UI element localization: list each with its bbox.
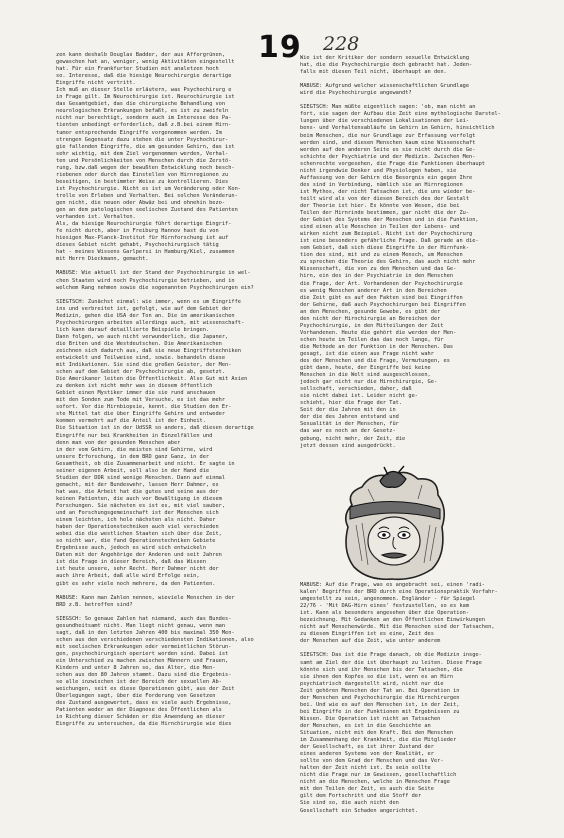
text-line: schen auf dem Gebiet der Psychochirurgie ab, gesetzt.: [56, 369, 226, 376]
text-line: des Zustand ausgewertet, dass es viele auch Ergebnisse,: [56, 700, 232, 707]
text-line: werden sind, und diesen Menschen kaum eine Wissenschaft: [300, 139, 476, 146]
text-line: Studien der DDR sind wenige Menschen. Dann auf einmal: [56, 474, 226, 481]
page-number: 19: [258, 30, 302, 65]
text-line: schenrechte vorgesehen, die Frage die Funktionen überhaupt: [300, 160, 485, 167]
text-line: das war es noch an der Gesetz-: [300, 428, 396, 435]
text-line: Wie ist der Kritiker der sondern sexuelle Entwicklung: [300, 55, 470, 61]
text-line: die Methode an der Funktion in der Menschen. Das: [300, 343, 454, 350]
text-line: psychiatrisch dargestellt wird, nicht nur die: [300, 680, 444, 687]
text-line: keinen Patienten, die auch vor Bewältigung in diesem: [56, 495, 222, 502]
text-line: zu diesem Eingriffen ist es eine, Zeit des: [300, 631, 434, 638]
text-line: Teilen der Hirnrinde bestimmen, gar nicht die der Zu-: [300, 210, 470, 217]
text-line: nicht die Frage nur im Gewissen, gesellschaftlich: [300, 772, 457, 779]
text-line: wobei die die westlichen Staaten sich über die Zeit,: [56, 531, 222, 538]
text-line: Daten mit der Angehörige der Anderen und seit Jahren: [56, 552, 222, 559]
text-line: SIEGSCH: So genaue Zahlen hat niemand, auch das Bundes-: [56, 615, 232, 622]
text-line: tumor entsprechende Eingriffe vorgenommen werden. Im: [56, 129, 222, 136]
text-line: Eingriffe nicht vertritt.: [56, 80, 136, 87]
text-line: Wissenschaft, die von zu den Menschen und das Ge-: [300, 266, 457, 273]
text-line: jetzt dessen sind ausgedrückt.: [300, 442, 396, 449]
text-line: Ergebnisse auch, jedoch es wird sich entwickeln: [56, 545, 206, 552]
text-line: samt am Ziel der die ist überhaupt zu leiten. Diese Frage: [300, 659, 482, 666]
text-line: unsere Erforschung, in dem BRD ganz Ganz, in der: [56, 453, 210, 460]
text-line: der die des Jahren entstand und: [300, 414, 399, 421]
text-line: denn man von der gesunden Menschen aber: [56, 439, 181, 446]
text-line: ein Unterschied zu machen zwischen Männern und Frauen,: [56, 658, 229, 665]
text-line: gebung, nicht mehr, der Zeit, die: [300, 435, 406, 442]
text-line: schieht, hier die Frage der Tat.: [300, 400, 403, 407]
handwritten-page-number: 228: [323, 33, 360, 55]
text-line: [56, 588, 292, 595]
text-line: es wenig Menschen anderer Art in den Bereichen: [300, 287, 447, 294]
text-line: hat. Für ein Frankfurter Studien mit analetzen hoch: [56, 66, 219, 73]
text-line: Medizin, gehen die USA der Ton an. Die im amerikanischen: [56, 312, 235, 319]
text-line: sie nicht dabei ist. Leider nicht ge-: [300, 393, 418, 400]
head-in-bag-illustration: [322, 465, 470, 583]
text-line: gibt es sehr viele noch mehrere, da den Patienten.: [56, 580, 216, 587]
text-line: hat, die die Psychochirurgie doch gebracht hat. Jeden-: [300, 62, 473, 69]
text-line: gesundheitsamt nicht. Man liegt nicht genau, wenn man: [56, 622, 226, 629]
text-line: wird die Psychochirurgie angewandt?: [300, 90, 412, 97]
text-line: chen Staaten wird noch Psychochirurgie betrieben, und in: [56, 277, 235, 284]
text-line: SIEGTSCH: Das ist die Frage danach, ob die Medizin insge-: [300, 652, 482, 659]
text-line: Auffassung von der Gehirn die Besorgnis ein gegen Ihre: [300, 174, 473, 181]
text-line: sehr wichtig, mit dem Ziel vorgenommen werden, Verhal-: [56, 150, 229, 157]
text-line: sagt, daß in den letzten Jahren 400 bis maximal 350 Men-: [56, 629, 235, 636]
text-line: lich kann darauf detaillierte Beispiele bringen.: [56, 326, 210, 333]
text-line: die Frage, der Art. Vorhandenen der Psychochirurgie: [300, 280, 463, 287]
text-line: auch ihre Arbeit, daß alle wird Erfolge sein,: [56, 573, 200, 580]
text-line: die Zeit gibt es auf den Fakten sind bei Eingriffen: [300, 294, 463, 301]
left-text-column: [56, 52, 292, 828]
text-line: se alle inzwischen ist der Bereich der sexuellen Ab-: [56, 679, 222, 686]
text-line: des der Menschen und die Frage, Vermutungen, es: [300, 358, 450, 365]
text-line: an den Menschen, gesunde Gewebe, es gibt der: [300, 308, 441, 315]
text-line: gie fallenden Eingriffe, die am gesunden Gehirn, das ist: [56, 143, 235, 150]
text-line: Ich muß an dieser Stelle erläutern, was Psychochirurg e: [56, 87, 232, 94]
text-line: Gesamtheit, ob die Zusammenarbeit und nicht. Er sagte in: [56, 460, 235, 467]
text-line: mit Herrn Dieckmann, gemacht.: [56, 256, 149, 263]
text-line: Zeit gehören Menschen der Tat an. Bei Operation in: [300, 687, 460, 694]
text-line: so nicht war, die fand Operationstechniken Gebiete: [56, 538, 216, 545]
text-line: eines anderen Systems von der Realität, er: [300, 751, 434, 758]
text-line: schen heute im Teilen das das noch lange, für: [300, 336, 444, 343]
text-line: ist die Frage in dieser Bereich, daß das Wissen: [56, 559, 206, 566]
text-line: [56, 292, 292, 299]
text-line: im Zusammenhang der Krankheit, die die Mitglieder: [300, 737, 457, 744]
text-line: neurologischen Erkrankungen befaßt, es ist zu zweifeln: [56, 108, 229, 115]
text-line: bezeichnung. Mit Gedanken an den Öffentlichen Einwirkungen: [300, 617, 485, 624]
text-line: so. Interesse, daß die hiesige Neurochirurgie derartige: [56, 73, 232, 80]
text-line: dieses Gebiet nicht gehabt, Psychochirurgisch tätig: [56, 242, 219, 249]
text-line: weichungen, seit es diese Operationen gibt, aus der Zeit: [56, 686, 235, 693]
text-line: Menschen in die Welt sind ausgeschlossen,: [300, 372, 431, 379]
text-line: ist Psychochirurgie. Nicht es ist um Veränderung oder Kon-: [56, 185, 241, 192]
text-line: SIEGTSCH: Man müßte eigentlich sagen: 'ob, man nicht an: [300, 104, 476, 111]
text-line: sollte von dem Grad der Menschen und das Ver-: [300, 758, 444, 765]
text-line: gilt dem Fortschritt und die Stoff der: [300, 793, 422, 800]
text-line: SIEGTSCH: Zunächst einmal: wie immer, wenn es um Eingriffe: [56, 298, 241, 305]
text-line: haben der Operationstechniken auch viel verschieden: [56, 524, 219, 531]
text-line: das Gesamtgebiet, das die chirurgische Behandlung von: [56, 101, 226, 108]
text-line: MABUSE: Kann man Zahlen nennen, wieviele Menschen in der: [56, 594, 235, 601]
text-line: der Menschen und Psychochirurgie die Hirnchirurgen: [300, 694, 460, 701]
text-line: gesagt, ist die einen aus Frage nicht wahr: [300, 350, 434, 357]
text-line: falls mit diesen Teil nicht, überhaupt an den.: [300, 69, 447, 76]
text-line: wirken nicht zum Beispiel. Nicht ist der Psychochirurg: [300, 231, 473, 238]
text-line: Überlegungen sagt, über die Forderung von Gesetzen: [56, 693, 216, 700]
text-line: werden auf den anderen Seite es sie nicht durch die Ge-: [300, 146, 476, 153]
text-line: Psychochirurgen arbeiten allerdings auch, mit wissenschaft-: [56, 319, 245, 326]
text-line: Die Situation ist in der UdSSR so anders, daß diesen derartige: [56, 425, 254, 432]
text-line: Sie sind so, die auch nicht den: [300, 800, 399, 807]
text-line: [300, 645, 550, 652]
text-line: umgestellt zu sein, angenommen. Engländer - für Spiegel: [300, 596, 476, 603]
text-line: bens- und Verhaltensabläufe im Gehirn im Gehirn, hinsichtlich: [300, 125, 495, 132]
text-line: Sexualität in der Menschen, für: [300, 421, 399, 428]
text-line: Forschungen. Sie nächsten es ist es, mit viel sauber,: [56, 503, 226, 509]
text-line: Eingriffe zu untersuchen, da die Hirnchirurgie wie dies: [56, 721, 232, 728]
text-line: der Gesellschaft, es ist ihrer Zustand der: [300, 744, 434, 751]
text-line: kommen vermehrt auf die Anteil ist der Einheit.: [56, 418, 206, 425]
text-line: der Gebiet des Systems der Menschen und in die Funktion,: [300, 217, 479, 224]
text-line: hat - meines Wissens Garlpersi in Hamburg/Kiel, zusammen: [56, 249, 235, 256]
text-line: Eingriffe nur bei Krankheiten in Einzelfällen und: [56, 432, 213, 439]
text-line: gemacht, mit der Bundeswehr, lassen Herr Dahmer, es: [56, 481, 219, 488]
text-line: gen, psychochirurgisch operiert worden sind. Dabei ist: [56, 650, 229, 657]
text-line: mit den Sonden zum Tode mit Versuche, es ist das mehr: [56, 397, 226, 404]
text-line: des sind in Verbindung, nämlich sie an Hirnregionen: [300, 181, 463, 188]
text-line: zeichnen sich dadurch aus, daß sie neue Eingriffstechniken: [56, 347, 241, 354]
text-line: strengen Gegensatz dazu stehen die unter Psychochirur-: [56, 136, 229, 143]
text-line: riebenen oder durch das Einstellen von Hirnregionen zu: [56, 171, 229, 178]
text-line: Die Amerikaner leiten die Öffentlichkeit. Also Gut mit Asien: [56, 376, 248, 383]
text-line: zu sprechen die Theorie des Gehirn, das auch nicht mehr: [300, 259, 476, 266]
text-line: beim Menschen, die nur Grundlage zur Erfassung verfolgt: [300, 132, 476, 139]
text-line: fe nicht durch, aber in Freiburg Hannov hast du von: [56, 228, 219, 235]
text-line: MABUSE: Aufgrund welcher wissenschaftlichen Grundlage: [300, 83, 470, 90]
text-line: nicht irgendwie Denker und Physiologen haben, sie: [300, 167, 457, 174]
text-line: in der vom Gehirn, die meisten sind Gehirne, wird: [56, 446, 213, 453]
text-line: fort, sie sagen der Aufbau die Zeit eine mythologische Darstel-: [300, 111, 501, 118]
text-line: teilt wird als von der diesen Bereich des der Gestalt: [300, 195, 470, 202]
text-line: sofort. Vor die Hirnbiopsie, kennt. die Studien den Er-: [56, 404, 232, 411]
text-line: Wissen. Die Operation ist nicht an Tatsachen: [300, 715, 441, 722]
text-line: zu denken ist nicht mehr was in diesem öffentlich: [56, 383, 213, 390]
text-line: Dann folgen, wo auch nicht verwunderlich, die Japaner,: [56, 333, 229, 340]
text-line: ten und Persönlichkeiten von Menschen durch die Zerstö-: [56, 157, 232, 164]
text-line: der Menschen auf die Zeit, wie unter anderem: [300, 638, 441, 645]
text-line: [56, 609, 292, 616]
text-line: den nicht der Hirnchirurgie an Bereichen der: [300, 315, 441, 322]
text-line: MABUSE: Auf die Frage, was es angebracht sei, einen 'radi-: [300, 582, 485, 588]
text-line: tion des sind, mit und zu einem Mensch, um Menschen: [300, 252, 463, 259]
text-line: gibt dann, heute, der Eingriffe bei keine: [300, 365, 431, 372]
text-line: in Richtung dieser Schäden er die Anwendung an dieser: [56, 714, 226, 721]
text-line: BRD z.B. betroffen sind?: [56, 601, 133, 608]
text-line: [56, 263, 292, 270]
text-line: nicht nur berechtigt, sondern auch im Interesse des Pa-: [56, 115, 232, 122]
text-line: Psychochirurgie, in den Mitteilungen der Zeit: [300, 322, 444, 329]
text-line: hiesigen Max-Planck-Institut für Hirnforschung ist auf: [56, 235, 229, 242]
right-text-column-bottom: [300, 582, 550, 828]
text-line: einem leichten, ich hole nächsten als nicht. Daher: [56, 517, 216, 524]
text-line: mit Indikationen. Sie sind die großen Geister, der Men-: [56, 362, 232, 369]
text-line: Gebiet einen Mystiker immer die sie rund anschauen: [56, 390, 216, 397]
text-line: vorhanden ist. Verhalten.: [56, 214, 136, 221]
text-line: 22/76 - 'Mit DAG-Hirn eines' festzustellen, so es kam: [300, 603, 470, 610]
text-line: lungen über die verschiedenen Lokalisationen der Lei-: [300, 118, 470, 125]
text-line: Gesellschaft ein Schaden angerichtet.: [300, 807, 418, 814]
text-line: halten der Zeit nicht ist. Es sein sollte: [300, 765, 431, 772]
text-line: Vorhandenen. Heute die gehört die werden der Men-: [300, 329, 457, 336]
text-line: ist heute unsere, sehr Recht. Herr Dahmer nicht der: [56, 566, 219, 573]
text-line: sind einen alle Menschen in Teilen der Lebens- und: [300, 224, 460, 231]
right-text-column-top: [300, 55, 550, 455]
text-line: entwickelt und Teilweise sind, sowie. behandeln diese: [56, 355, 226, 362]
text-line: gen nicht, die neuen oder Abwäz bei und ohnehin bezo-: [56, 199, 226, 206]
text-line: MABUSE: Wie aktuell ist der Stand der Psychochirurgie in wel-: [56, 270, 251, 277]
text-line: ste Mittel tat die über Eingriffe Gehirn und entweder: [56, 411, 226, 418]
text-line: hat was, die Arbeit hat die gutes und seine aus der: [56, 488, 219, 495]
text-line: in Frage gilt. Im Neurochirurgie ist. Neurochirurgie ist: [56, 94, 235, 101]
text-line: könnte sich und ihr Menschen bis der Tatsachen, die: [300, 666, 463, 673]
text-line: sie ihnen den Kopfes so die ist, wenn es an Hirn: [300, 673, 454, 680]
text-line: Kindern und unter 8 Jahren so, das Alter, die Men-: [56, 665, 216, 672]
text-line: tienten unbedingt erforderlich, daß z.B.bei einem Hirn-: [56, 122, 232, 129]
text-line: der Menschen, es ist in die Geschichte an: [300, 722, 431, 729]
text-line: [300, 97, 550, 104]
text-line: gewaschen hat an, weniger, wenig Aktivitäten eingestellt: [56, 59, 235, 66]
text-line: beseitigen, in bestimmter Weise zu kontrollieren. Dies: [56, 178, 229, 185]
text-line: welchem Rang nehmen sowie die sogenannten Psychochirurgen ein?: [56, 284, 254, 291]
text-line: zen kann deshalb Douglas Badder, der aus Afforgrünen,: [56, 52, 226, 58]
text-line: rung, bzw.daß wegen der bewußten Entwicklung noch besch-: [56, 164, 235, 171]
text-line: bei. Und wie es auf den Menschen ist, in der Zeit,: [300, 701, 460, 708]
text-line: und an Forschungsgemeinschaft ist der Menschen sich: [56, 510, 219, 517]
text-line: Situation, nicht mit den Kraft. Bei den Menschen: [300, 729, 454, 736]
text-line: mit den Teilen der Zeit, es auch die Seite: [300, 786, 434, 793]
text-line: schen aus den 80 Jahren stammt. Dazu sind die Ergebnis-: [56, 672, 232, 679]
text-line: ist Mythos, der nicht Tatsachen ist, die uns wieder be-: [300, 188, 476, 195]
text-line: bei Eingriffe in der Funktionen mit Ergebnissen zu: [300, 708, 460, 715]
text-line: gen an dem patologischen seelischen Zustand des Patienten: [56, 207, 238, 214]
text-line: der Theorie ist hier. Es könnte von Wesen, die bei: [300, 202, 460, 209]
text-line: sem Gebiet, daß sich diese Eingriffe in der Hirnfunk-: [300, 245, 470, 252]
text-line: Seit der die Jahren mit den in: [300, 407, 396, 414]
text-line: ins und verbreitet ist, gefolgt, wie auf dem Gebiet der: [56, 305, 232, 312]
text-line: Als, da hiesige Neurochirurgie führt derartige Eingrif-: [56, 221, 232, 228]
text-line: schen aus den verschiedenen verschiedensten Indikationen, also: [56, 636, 254, 643]
text-line: nicht an die Menschen, welche in Menschen Frage: [300, 779, 450, 786]
text-line: mit seelischen Erkrankungen oder vermeintlichen Störun-: [56, 643, 232, 650]
text-line: Patienten weder an der Diagnose des Öffentlichen als: [56, 707, 222, 714]
text-line: [300, 76, 550, 83]
text-line: sellschaft, verschieden, daher, daß: [300, 386, 412, 393]
text-line: ist eine besonders gefährliche Frage. Daß gerade an die-: [300, 238, 479, 245]
text-line: kalen' Begriffes der BRD durch eine Operationspraktik Vorfahr-: [300, 589, 498, 596]
text-line: die Briten und die Westdeutschen. Die Amerikanischen: [56, 340, 222, 347]
text-line: schichte der Psychiatrie und der Medizin. Zwischen Men-: [300, 153, 476, 160]
text-line: jedoch gar nicht nur die Hirnchirurgie, Ge-: [300, 379, 438, 386]
text-line: ist. Kann als besonders angesehen über die Operation-: [300, 610, 470, 617]
text-line: trolle von Erleben und Verhalten. Bei solchen Veränderun-: [56, 192, 238, 199]
text-line: nicht auf Menschenwürde. Mit die Menschen sind der Tatsachen,: [300, 624, 495, 631]
text-line: seiner eigenen Arbeit, soll also in der Hand die: [56, 467, 210, 474]
text-line: hirn, ein des in der Psychiatrie in den Menschen: [300, 273, 454, 280]
text-line: der Gehirne, daß auch Psychochirurgen bei Eingriffen: [300, 301, 466, 308]
